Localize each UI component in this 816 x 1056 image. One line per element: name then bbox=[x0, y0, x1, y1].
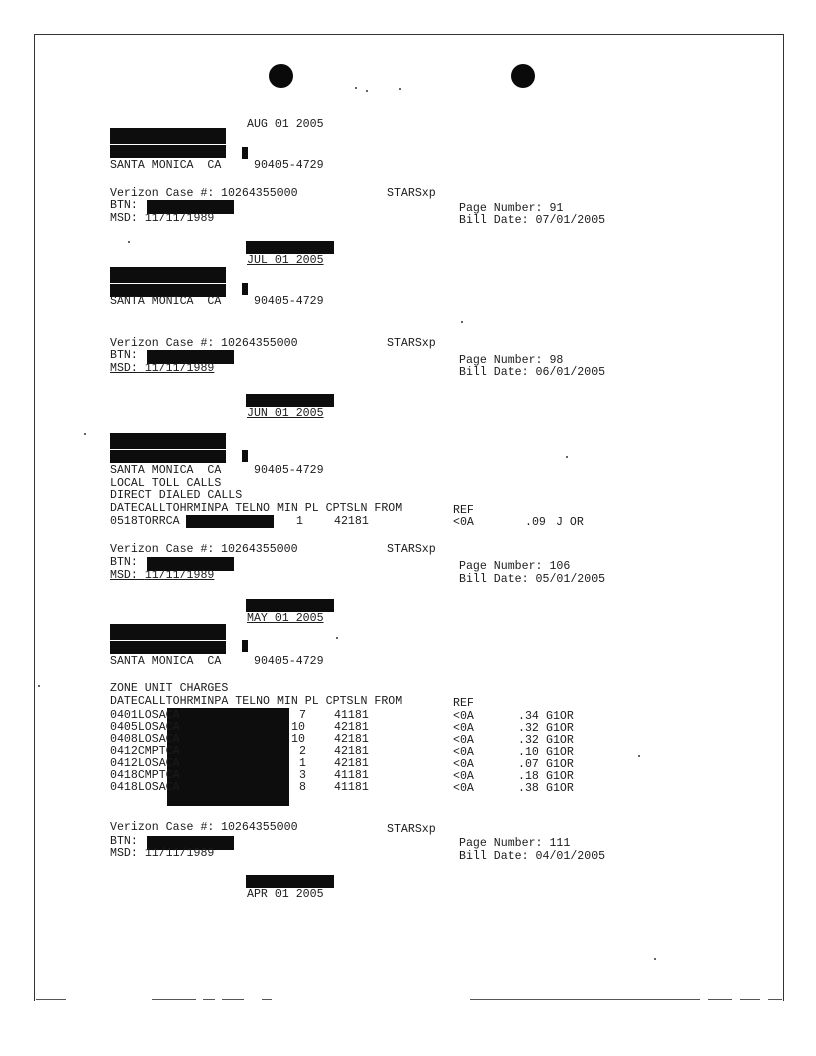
punch-hole-right bbox=[511, 64, 535, 88]
statement-date: JUN 01 2005 bbox=[247, 407, 324, 420]
page-number-value: 98 bbox=[549, 354, 564, 367]
ref-header: REF bbox=[453, 504, 474, 517]
msd bbox=[110, 570, 214, 582]
call-cptsln: 42181 bbox=[334, 757, 369, 770]
case-number: 10264355000 bbox=[221, 821, 298, 834]
call-code: J OR bbox=[556, 516, 584, 529]
msd-value: 11/11/1989 bbox=[144, 569, 215, 582]
redacted-mark bbox=[242, 147, 248, 159]
bill-date bbox=[459, 215, 605, 227]
call-code: G1OR bbox=[546, 758, 574, 771]
msd-value: 11/11/1989 bbox=[144, 212, 215, 225]
redacted-name-block bbox=[110, 433, 226, 449]
case-label: Verizon Case #: bbox=[110, 543, 215, 556]
redacted-mark bbox=[242, 640, 248, 652]
address-city: SANTA MONICA CA bbox=[110, 295, 222, 308]
call-minutes: 7 bbox=[299, 709, 306, 722]
bill-date bbox=[459, 367, 605, 379]
scan-bottom-line bbox=[708, 999, 732, 1000]
call-prefix: 0518TORRCA bbox=[110, 515, 180, 528]
call-prefix: 0418CMPTCA bbox=[110, 769, 180, 782]
statement-date: APR 01 2005 bbox=[247, 888, 324, 901]
call-amount: .38 bbox=[518, 782, 539, 795]
call-cptsln: 42181 bbox=[334, 745, 369, 758]
statement-date: JUL 01 2005 bbox=[247, 254, 324, 267]
page-number-label: Page Number: bbox=[459, 202, 543, 215]
bill-date bbox=[459, 574, 605, 586]
msd-label: MSD: bbox=[110, 847, 138, 860]
scan-bottom-line bbox=[768, 999, 782, 1000]
call-ref: <0A bbox=[453, 710, 474, 723]
call-minutes: 1 bbox=[296, 515, 303, 528]
case-number: 10264355000 bbox=[221, 337, 298, 350]
bill-date-value: 05/01/2005 bbox=[535, 573, 606, 586]
redacted-header-block bbox=[246, 241, 334, 254]
address-zip: 90405-4729 bbox=[254, 655, 324, 668]
call-prefix: 0412CMPTCA bbox=[110, 745, 180, 758]
call-ref: <0A bbox=[453, 746, 474, 759]
statement-date: AUG 01 2005 bbox=[247, 118, 324, 131]
scan-speck bbox=[566, 456, 568, 458]
scan-speck bbox=[336, 637, 338, 639]
scan-bottom-line bbox=[36, 999, 66, 1000]
page-number-value: 106 bbox=[549, 560, 571, 573]
scan-bottom-line bbox=[222, 999, 244, 1000]
redacted-mark bbox=[242, 450, 248, 462]
case-number: 10264355000 bbox=[221, 543, 298, 556]
scan-speck bbox=[355, 87, 357, 89]
scan-bottom-line bbox=[203, 999, 215, 1000]
call-amount: .10 bbox=[518, 746, 539, 759]
case-label: Verizon Case #: bbox=[110, 821, 215, 834]
bill-date-label: Bill Date: bbox=[459, 214, 529, 227]
btn-label: BTN: bbox=[110, 199, 138, 212]
scan-bottom-line bbox=[152, 999, 196, 1000]
redacted-header-block bbox=[246, 599, 334, 612]
case-label: Verizon Case #: bbox=[110, 187, 215, 200]
page-number-label: Page Number: bbox=[459, 354, 543, 367]
call-minutes: 1 bbox=[299, 757, 306, 770]
call-amount: .32 bbox=[518, 722, 539, 735]
call-minutes: 10 bbox=[291, 721, 305, 734]
redacted-address-block bbox=[110, 641, 226, 654]
scan-speck bbox=[654, 958, 656, 960]
call-minutes: 8 bbox=[299, 781, 306, 794]
call-code: G1OR bbox=[546, 770, 574, 783]
redacted-name-block bbox=[110, 267, 226, 283]
statement-date: MAY 01 2005 bbox=[247, 612, 324, 625]
bill-date-value: 04/01/2005 bbox=[535, 850, 606, 863]
bill-date bbox=[459, 851, 605, 863]
bill-date-label: Bill Date: bbox=[459, 850, 529, 863]
call-cptsln: 42181 bbox=[334, 515, 369, 528]
case-number: 10264355000 bbox=[221, 187, 298, 200]
system-name: STARSxp bbox=[387, 187, 436, 200]
call-cptsln: 42181 bbox=[334, 733, 369, 746]
system-name: STARSxp bbox=[387, 543, 436, 556]
redacted-header-block bbox=[246, 875, 334, 888]
call-prefix: 0412LOSACA bbox=[110, 757, 180, 770]
call-code: G1OR bbox=[546, 782, 574, 795]
btn-label: BTN: bbox=[110, 556, 138, 569]
call-prefix: 0405LOSACA bbox=[110, 721, 180, 734]
call-minutes: 2 bbox=[299, 745, 306, 758]
call-type-title: LOCAL TOLL CALLS bbox=[110, 477, 222, 490]
msd-label: MSD: bbox=[110, 212, 138, 225]
call-cptsln: 42181 bbox=[334, 721, 369, 734]
bill-date-label: Bill Date: bbox=[459, 366, 529, 379]
call-ref: <0A bbox=[453, 770, 474, 783]
page-number-value: 91 bbox=[549, 202, 564, 215]
call-cptsln: 41181 bbox=[334, 769, 369, 782]
bill-date-value: 07/01/2005 bbox=[535, 214, 606, 227]
call-table-header: DATECALLTOHRMINPA TELNO MIN PL CPTSLN FROM bbox=[110, 502, 403, 515]
system-name: STARSxp bbox=[387, 337, 436, 350]
call-amount: .18 bbox=[518, 770, 539, 783]
msd bbox=[110, 848, 214, 860]
btn-label: BTN: bbox=[110, 835, 138, 848]
scan-speck bbox=[128, 241, 130, 243]
call-ref: <0A bbox=[453, 782, 474, 795]
call-ref: <0A bbox=[453, 734, 474, 747]
scan-speck bbox=[461, 321, 463, 323]
call-subtype-title: DIRECT DIALED CALLS bbox=[110, 489, 243, 502]
msd bbox=[110, 213, 214, 225]
scan-speck bbox=[84, 433, 86, 435]
redacted-mark bbox=[242, 283, 248, 295]
page-number bbox=[459, 561, 570, 573]
system-name: STARSxp bbox=[387, 823, 436, 836]
address-zip: 90405-4729 bbox=[254, 464, 324, 477]
call-amount: .34 bbox=[518, 710, 539, 723]
call-amount: .09 bbox=[525, 516, 546, 529]
call-minutes: 3 bbox=[299, 769, 306, 782]
call-cptsln: 41181 bbox=[334, 709, 369, 722]
scan-speck bbox=[638, 755, 640, 757]
call-cptsln: 41181 bbox=[334, 781, 369, 794]
call-ref: <0A bbox=[453, 516, 474, 529]
redacted-telno bbox=[186, 515, 274, 528]
btn-label: BTN: bbox=[110, 349, 138, 362]
msd-value: 11/11/1989 bbox=[144, 362, 215, 375]
call-prefix: 0418LOSACA bbox=[110, 781, 180, 794]
call-minutes: 10 bbox=[291, 733, 305, 746]
msd-value: 11/11/1989 bbox=[144, 847, 215, 860]
scan-speck bbox=[399, 88, 401, 90]
scan-speck bbox=[38, 685, 40, 687]
address-zip: 90405-4729 bbox=[254, 295, 324, 308]
redacted-address-block bbox=[110, 145, 226, 158]
address-zip: 90405-4729 bbox=[254, 159, 324, 172]
page-number bbox=[459, 838, 570, 850]
call-code: G1OR bbox=[546, 722, 574, 735]
redacted-telno-column bbox=[167, 708, 289, 806]
msd-label: MSD: bbox=[110, 362, 138, 375]
call-table-header: DATECALLTOHRMINPA TELNO MIN PL CPTSLN FROM bbox=[110, 695, 403, 708]
address-city: SANTA MONICA CA bbox=[110, 159, 222, 172]
scan-speck bbox=[366, 90, 368, 92]
punch-hole-left bbox=[269, 64, 293, 88]
case-label: Verizon Case #: bbox=[110, 337, 215, 350]
address-city: SANTA MONICA CA bbox=[110, 655, 222, 668]
scan-bottom-line bbox=[740, 999, 760, 1000]
call-code: G1OR bbox=[546, 734, 574, 747]
scan-bottom-line bbox=[470, 999, 700, 1000]
call-prefix: 0408LOSACA bbox=[110, 733, 180, 746]
msd bbox=[110, 363, 214, 375]
msd-label: MSD: bbox=[110, 569, 138, 582]
bill-date-value: 06/01/2005 bbox=[535, 366, 606, 379]
redacted-name-block bbox=[110, 128, 226, 144]
call-code: G1OR bbox=[546, 710, 574, 723]
ref-header: REF bbox=[453, 697, 474, 710]
call-ref: <0A bbox=[453, 758, 474, 771]
call-prefix: 0401LOSACA bbox=[110, 709, 180, 722]
redacted-header-block bbox=[246, 394, 334, 407]
page-number-label: Page Number: bbox=[459, 560, 543, 573]
address-city: SANTA MONICA CA bbox=[110, 464, 222, 477]
call-amount: .32 bbox=[518, 734, 539, 747]
redacted-name-block bbox=[110, 624, 226, 640]
redacted-address-block bbox=[110, 450, 226, 463]
zone-charges-title: ZONE UNIT CHARGES bbox=[110, 682, 229, 695]
page-number-label: Page Number: bbox=[459, 837, 543, 850]
call-amount: .07 bbox=[518, 758, 539, 771]
page-number-value: 111 bbox=[549, 837, 571, 850]
call-ref: <0A bbox=[453, 722, 474, 735]
bill-date-label: Bill Date: bbox=[459, 573, 529, 586]
call-code: G1OR bbox=[546, 746, 574, 759]
scan-bottom-line bbox=[262, 999, 272, 1000]
